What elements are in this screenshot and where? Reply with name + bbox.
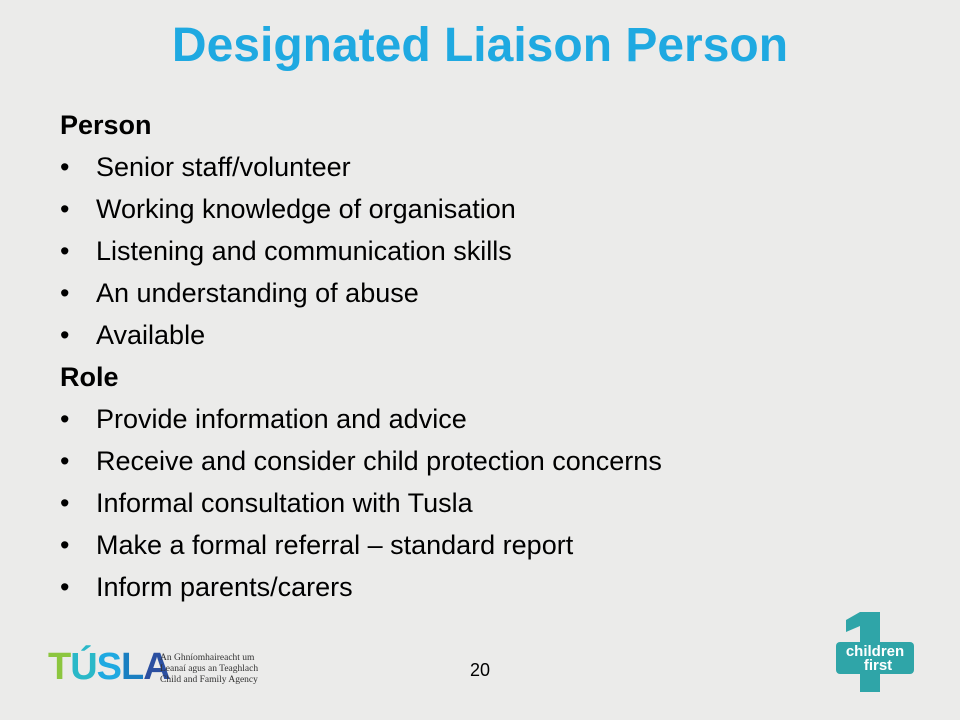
tusla-logo <box>48 645 288 689</box>
tusla-letter: Ú <box>70 646 97 688</box>
agency-line-irish-1: An Ghníomhaireacht um <box>160 653 255 663</box>
bullet-item: • Available <box>60 314 920 356</box>
children-first-logo <box>836 612 916 692</box>
agency-line-irish-2: Leanaí agus an Teaghlach <box>160 664 259 674</box>
bullet-item: • Provide information and advice <box>60 398 920 440</box>
agency-line-english: Child and Family Agency <box>160 675 258 685</box>
section-heading-role: Role <box>60 362 119 392</box>
person-bullet-list <box>60 146 920 356</box>
children-first-line1: children <box>845 643 905 660</box>
bullet-item: • Working knowledge of organisation <box>60 188 920 230</box>
bullet-item: • Make a formal referral – standard report <box>60 524 920 566</box>
bullet-item: • Senior staff/volunteer <box>60 146 920 188</box>
tusla-letter: S <box>96 646 122 688</box>
tusla-wordmark <box>48 645 170 689</box>
tusla-letter: T <box>48 646 71 688</box>
children-first-line2: first <box>863 657 893 674</box>
bullet-item: • Listening and communication skills <box>60 230 920 272</box>
section-heading-person: Person <box>60 110 152 140</box>
role-bullet-list <box>60 398 920 608</box>
bullet-item: • Receive and consider child protection concerns <box>60 440 920 482</box>
bullet-item: • Inform parents/carers <box>60 566 920 608</box>
agency-name <box>160 653 258 686</box>
tusla-letter: L <box>121 646 144 688</box>
tusla-letter: A <box>143 646 170 688</box>
page-number: 20 <box>469 660 491 680</box>
bullet-item: • Informal consultation with Tusla <box>60 482 920 524</box>
slide-content <box>60 104 920 608</box>
bullet-item: • An understanding of abuse <box>60 272 920 314</box>
slide-title: Designated Liaison Person <box>171 19 789 72</box>
